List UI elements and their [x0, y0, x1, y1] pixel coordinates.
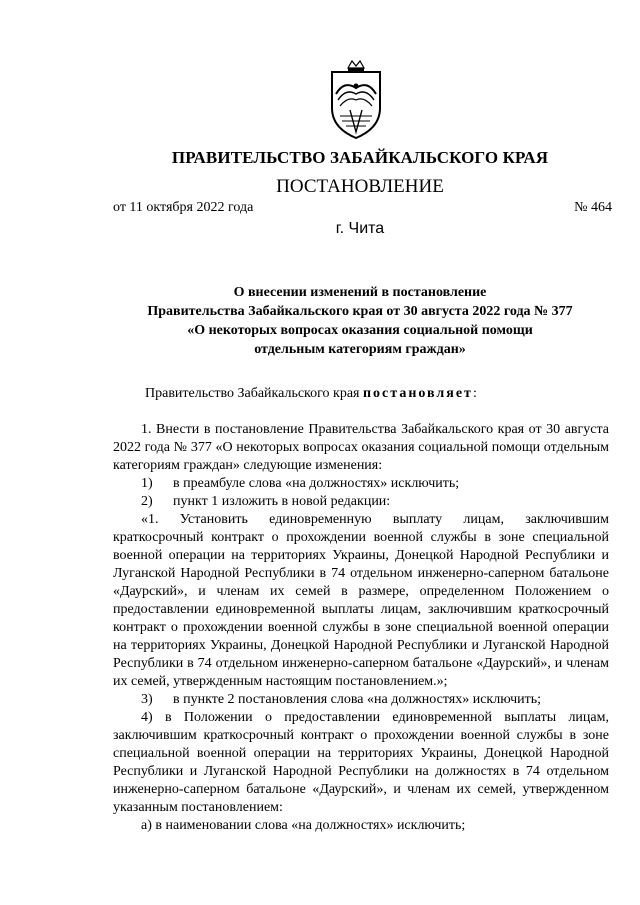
title-line: отдельным категориям граждан»: [254, 342, 466, 357]
coat-of-arms-icon: [326, 58, 386, 140]
list-item: [113, 493, 609, 511]
quoted-paragraph: «1. Установить единовременную выплату лицам, заключившим краткосрочный контракт о прохождении военной службы в зоне специальной военной операции на территориях Украины, Донецкой Народной Республики и Луганской Народной Республики в 74 отдельном инженерно-саперном батальоне «Даурский», и членам их семей в размере, определенном Положением о предоставлении единовременной выплаты лицам, заключившим краткосрочный контракт о прохождении военной службы в зоне специальной военной операции на территориях Украины, Донецкой Народной Республики и Луганской Народной Республики в 74 отдельном инженерно-саперном батальоне «Даурский», и членам их семей, утвержденным настоящим постановлением.»;: [113, 512, 609, 689]
paragraph-4: 4) в Положении о предоставлении единовременной выплаты лицам, заключившим краткосрочный контракт о прохождении военной службы в зоне специальной военной операции на территориях Украины, Донецкой Народной Республики и Луганской Народной Республики на должностях в 74 отдельном инженерно-саперном батальоне «Даурский», и членам их семей, утвержденном указанным постановлением:: [113, 710, 609, 815]
list-item: [113, 691, 609, 709]
preamble: [113, 385, 609, 403]
list-item: [113, 475, 609, 493]
subparagraph-a: а) в наименовании слова «на должностях» исключить;: [141, 818, 466, 833]
item-text: в пункте 2 постановления слова «на должностях» исключить;: [173, 692, 542, 707]
item-number: 1): [141, 476, 153, 491]
document-number: № 464: [574, 200, 612, 215]
item-text: в преамбуле слова «на должностях» исключить;: [173, 476, 460, 491]
title-line: «О некоторых вопросах оказания социальной помощи: [187, 323, 533, 338]
document-date: от 11 октября 2022 года: [113, 200, 254, 215]
item-number: 3): [141, 692, 153, 707]
preamble-lead: Правительство Забайкальского края: [145, 386, 360, 401]
document-title: [100, 283, 620, 359]
preamble-tail: :: [472, 386, 477, 401]
title-line: Правительства Забайкальского края от 30 августа 2022 года № 377: [147, 304, 573, 319]
document-body: [113, 385, 609, 835]
document-city: г. Чита: [335, 220, 385, 237]
item-text: пункт 1 изложить в новой редакции:: [173, 494, 391, 509]
preamble-verb: постановляет: [362, 386, 473, 401]
title-line: О внесении изменений в постановление: [233, 285, 487, 300]
document-type: ПОСТАНОВЛЕНИЕ: [276, 176, 444, 197]
paragraph-1: 1. Внести в постановление Правительства Забайкальского края от 30 августа 2022 года № 377 «О некоторых вопросах оказания социальной помощи отдельным категориям граждан» следующие изменения:: [113, 422, 609, 473]
item-number: 2): [141, 494, 153, 509]
organization-name: ПРАВИТЕЛЬСТВО ЗАБАЙКАЛЬСКОГО КРАЯ: [171, 148, 549, 167]
